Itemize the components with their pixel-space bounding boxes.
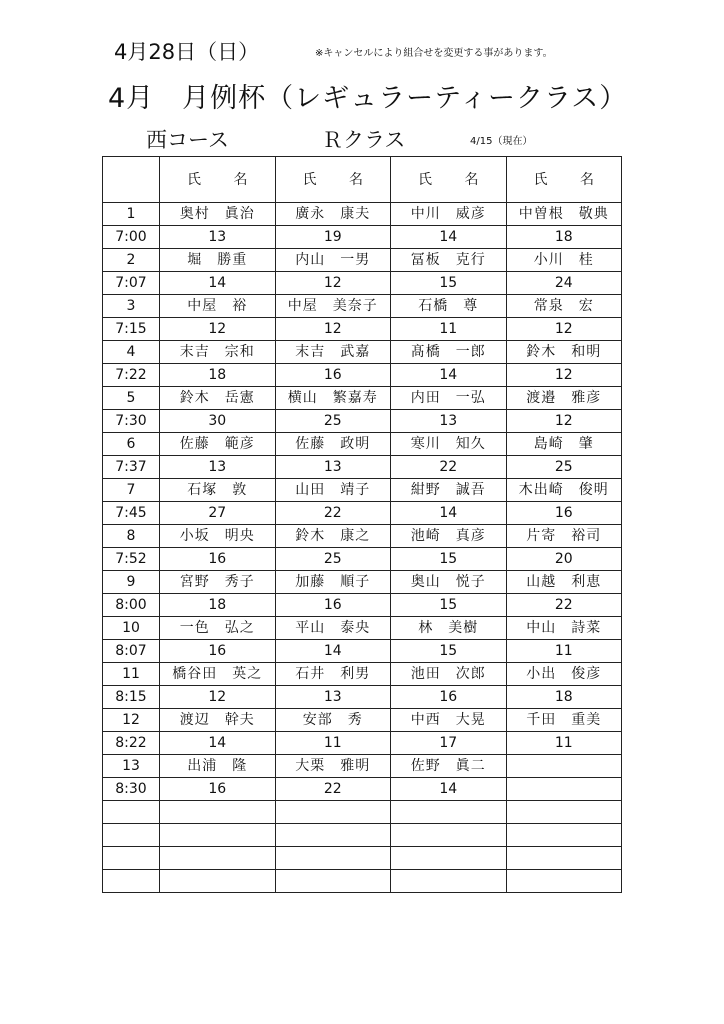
- player-score: 20: [506, 548, 622, 571]
- header-cell-blank: [103, 157, 160, 203]
- group-name-row: [103, 479, 622, 502]
- player-score: 22: [275, 502, 391, 525]
- tee-time: 8:07: [103, 640, 160, 663]
- player-score: 25: [506, 456, 622, 479]
- player-score: 16: [160, 548, 276, 571]
- player-name: [506, 847, 622, 870]
- player-name: 山田 靖子: [275, 479, 391, 502]
- group-name-row: [103, 847, 622, 870]
- player-score: 11: [391, 318, 507, 341]
- player-name: 佐藤 範彦: [160, 433, 276, 456]
- player-name: 鈴木 康之: [275, 525, 391, 548]
- group-score-row: [103, 732, 622, 755]
- group-score-row: [103, 686, 622, 709]
- player-score: 13: [391, 410, 507, 433]
- group-score-row: [103, 272, 622, 295]
- group-name-row: [103, 571, 622, 594]
- player-score: 16: [160, 640, 276, 663]
- player-name: 末吉 武嘉: [275, 341, 391, 364]
- player-score: 22: [275, 778, 391, 801]
- group-name-row: [103, 709, 622, 732]
- group-number: 3: [103, 295, 160, 318]
- player-score: 15: [391, 548, 507, 571]
- player-name: 紺野 誠吾: [391, 479, 507, 502]
- player-name: 内田 一弘: [391, 387, 507, 410]
- tee-time: 7:52: [103, 548, 160, 571]
- group-score-row: [103, 824, 622, 847]
- player-score: 22: [506, 594, 622, 617]
- player-name: 鈴木 和明: [506, 341, 622, 364]
- tee-time: 8:00: [103, 594, 160, 617]
- tee-time: 7:37: [103, 456, 160, 479]
- player-score: 19: [275, 226, 391, 249]
- player-score: 18: [160, 594, 276, 617]
- group-number: 6: [103, 433, 160, 456]
- player-name: [391, 847, 507, 870]
- player-score: 11: [275, 732, 391, 755]
- player-score: 14: [391, 226, 507, 249]
- player-score: 25: [275, 548, 391, 571]
- player-name: 奥山 悦子: [391, 571, 507, 594]
- player-name: 寒川 知久: [391, 433, 507, 456]
- player-score: [506, 824, 622, 847]
- player-score: 16: [160, 778, 276, 801]
- group-name-row: [103, 755, 622, 778]
- player-score: 16: [275, 364, 391, 387]
- tee-time: 7:00: [103, 226, 160, 249]
- player-name: 山越 利恵: [506, 571, 622, 594]
- header-cell-name: 氏 名: [275, 157, 391, 203]
- player-score: 18: [160, 364, 276, 387]
- player-score: 22: [391, 456, 507, 479]
- tee-time: 8:22: [103, 732, 160, 755]
- player-name: 冨板 克行: [391, 249, 507, 272]
- player-score: 12: [506, 410, 622, 433]
- player-score: 12: [275, 318, 391, 341]
- player-name: 中西 大晃: [391, 709, 507, 732]
- pairing-table-body: [103, 157, 622, 893]
- player-score: [391, 870, 507, 893]
- player-score: [160, 824, 276, 847]
- player-name: 奥村 眞治: [160, 203, 276, 226]
- group-score-row: [103, 410, 622, 433]
- player-name: [160, 847, 276, 870]
- tee-time: 7:30: [103, 410, 160, 433]
- player-name: 佐藤 政明: [275, 433, 391, 456]
- group-number: 12: [103, 709, 160, 732]
- tee-time: 7:07: [103, 272, 160, 295]
- group-name-row: [103, 433, 622, 456]
- player-score: 30: [160, 410, 276, 433]
- player-name: 中屋 裕: [160, 295, 276, 318]
- player-score: 14: [391, 364, 507, 387]
- group-name-row: [103, 249, 622, 272]
- player-name: 小出 俊彦: [506, 663, 622, 686]
- player-name: 堀 勝重: [160, 249, 276, 272]
- group-number: 11: [103, 663, 160, 686]
- player-name: 木出崎 俊明: [506, 479, 622, 502]
- player-name: 中川 威彦: [391, 203, 507, 226]
- player-name: 鈴木 岳憲: [160, 387, 276, 410]
- player-score: 12: [506, 364, 622, 387]
- player-score: 15: [391, 640, 507, 663]
- player-name: [506, 801, 622, 824]
- group-score-row: [103, 870, 622, 893]
- player-name: 末吉 宗和: [160, 341, 276, 364]
- tee-time: [103, 870, 160, 893]
- group-name-row: [103, 203, 622, 226]
- group-name-row: [103, 617, 622, 640]
- player-name: 中屋 美奈子: [275, 295, 391, 318]
- player-score: 18: [506, 226, 622, 249]
- player-name: 池田 次郎: [391, 663, 507, 686]
- group-number: [103, 847, 160, 870]
- player-score: 12: [160, 318, 276, 341]
- group-name-row: [103, 341, 622, 364]
- player-name: 出浦 隆: [160, 755, 276, 778]
- player-name: 一色 弘之: [160, 617, 276, 640]
- group-score-row: [103, 594, 622, 617]
- player-name: 石井 利男: [275, 663, 391, 686]
- tee-time: 7:22: [103, 364, 160, 387]
- group-score-row: [103, 456, 622, 479]
- player-name: 小川 桂: [506, 249, 622, 272]
- group-score-row: [103, 548, 622, 571]
- player-score: 13: [160, 226, 276, 249]
- player-name: 髙橋 一郎: [391, 341, 507, 364]
- player-name: 渡邉 雅彦: [506, 387, 622, 410]
- player-score: 14: [275, 640, 391, 663]
- group-number: 1: [103, 203, 160, 226]
- group-score-row: [103, 640, 622, 663]
- player-name: 島崎 肇: [506, 433, 622, 456]
- as-of-date: 4/15（現在）: [470, 136, 533, 147]
- cancellation-notice: ※キャンセルにより組合せを変更する事があります。: [315, 48, 553, 59]
- player-name: 平山 泰央: [275, 617, 391, 640]
- player-score: 12: [275, 272, 391, 295]
- player-score: 13: [275, 456, 391, 479]
- player-name: 小坂 明央: [160, 525, 276, 548]
- tee-time: [103, 824, 160, 847]
- group-number: 7: [103, 479, 160, 502]
- group-score-row: [103, 502, 622, 525]
- player-name: 林 美樹: [391, 617, 507, 640]
- player-score: 15: [391, 272, 507, 295]
- player-name: 加藤 順子: [275, 571, 391, 594]
- group-number: 4: [103, 341, 160, 364]
- table-header-row: [103, 157, 622, 203]
- group-score-row: [103, 778, 622, 801]
- group-number: 2: [103, 249, 160, 272]
- event-date: 4月28日（日）: [114, 40, 260, 64]
- player-name: 常泉 宏: [506, 295, 622, 318]
- group-name-row: [103, 663, 622, 686]
- course-label: 西コース: [146, 128, 229, 152]
- group-number: 10: [103, 617, 160, 640]
- player-name: 石橋 尊: [391, 295, 507, 318]
- group-number: 9: [103, 571, 160, 594]
- player-score: 11: [506, 640, 622, 663]
- player-name: [275, 801, 391, 824]
- group-name-row: [103, 387, 622, 410]
- tee-time: 7:15: [103, 318, 160, 341]
- player-score: [275, 870, 391, 893]
- group-score-row: [103, 318, 622, 341]
- player-name: 内山 一男: [275, 249, 391, 272]
- tee-time: 8:30: [103, 778, 160, 801]
- player-score: 13: [160, 456, 276, 479]
- group-number: 8: [103, 525, 160, 548]
- player-name: [391, 801, 507, 824]
- player-score: [506, 778, 622, 801]
- player-name: 中曽根 敬典: [506, 203, 622, 226]
- player-score: 12: [160, 686, 276, 709]
- player-name: 千田 重美: [506, 709, 622, 732]
- group-number: 5: [103, 387, 160, 410]
- group-number: 13: [103, 755, 160, 778]
- player-score: 24: [506, 272, 622, 295]
- player-score: 16: [506, 502, 622, 525]
- group-name-row: [103, 525, 622, 548]
- player-score: [391, 824, 507, 847]
- page-title: 4月 月例杯（レギュラーティークラス）: [108, 83, 628, 114]
- group-name-row: [103, 295, 622, 318]
- player-score: 13: [275, 686, 391, 709]
- player-score: [506, 870, 622, 893]
- player-score: 12: [506, 318, 622, 341]
- player-name: [506, 755, 622, 778]
- player-score: [275, 824, 391, 847]
- player-name: 佐野 眞二: [391, 755, 507, 778]
- player-name: 石塚 敦: [160, 479, 276, 502]
- player-name: 橋谷田 英之: [160, 663, 276, 686]
- player-score: 17: [391, 732, 507, 755]
- player-name: 宮野 秀子: [160, 571, 276, 594]
- header-cell-name: 氏 名: [391, 157, 507, 203]
- player-score: 14: [160, 732, 276, 755]
- header-cell-name: 氏 名: [506, 157, 622, 203]
- player-score: 14: [391, 778, 507, 801]
- group-number: [103, 801, 160, 824]
- player-name: 安部 秀: [275, 709, 391, 732]
- player-name: 池崎 真彦: [391, 525, 507, 548]
- tee-time: 7:45: [103, 502, 160, 525]
- pairing-table: [102, 156, 622, 893]
- player-name: [160, 801, 276, 824]
- player-name: 横山 繁嘉寿: [275, 387, 391, 410]
- player-score: 27: [160, 502, 276, 525]
- player-score: 14: [160, 272, 276, 295]
- player-name: 渡辺 幹夫: [160, 709, 276, 732]
- player-score: 15: [391, 594, 507, 617]
- player-score: 14: [391, 502, 507, 525]
- group-score-row: [103, 364, 622, 387]
- group-score-row: [103, 226, 622, 249]
- player-score: [160, 870, 276, 893]
- player-score: 11: [506, 732, 622, 755]
- class-label: Ｒクラス: [322, 128, 406, 152]
- player-name: 中山 詩菜: [506, 617, 622, 640]
- player-name: 廣永 康夫: [275, 203, 391, 226]
- player-score: 18: [506, 686, 622, 709]
- player-score: 25: [275, 410, 391, 433]
- header-cell-name: 氏 名: [160, 157, 276, 203]
- player-score: 16: [391, 686, 507, 709]
- tee-time: 8:15: [103, 686, 160, 709]
- group-name-row: [103, 801, 622, 824]
- player-score: 16: [275, 594, 391, 617]
- player-name: [275, 847, 391, 870]
- player-name: 片寄 裕司: [506, 525, 622, 548]
- player-name: 大栗 雅明: [275, 755, 391, 778]
